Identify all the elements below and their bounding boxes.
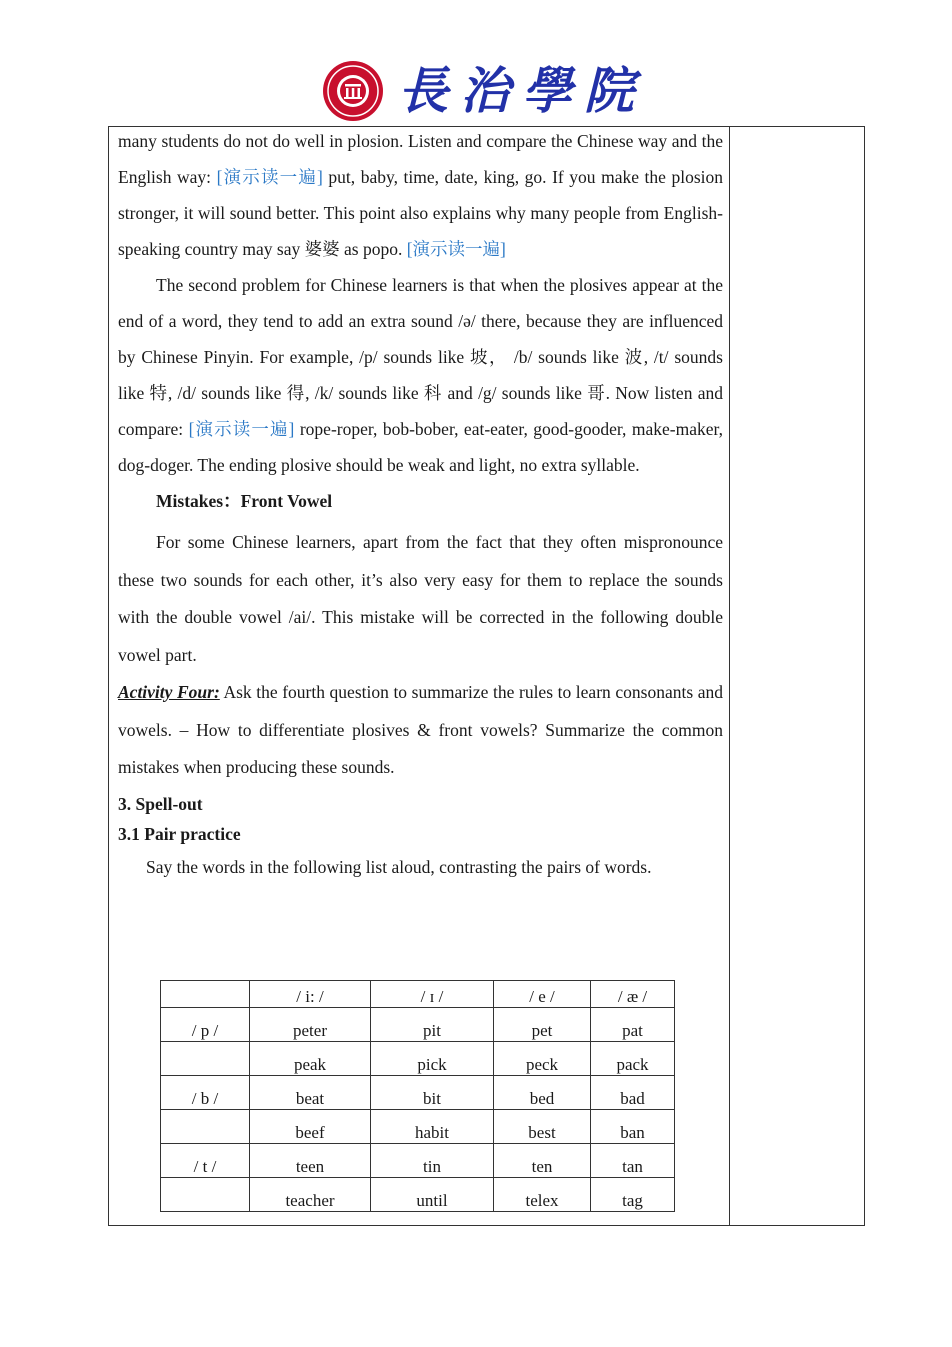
table-cell: / p / [161,1008,250,1042]
heading-pair-practice: 3.1 Pair practice [118,823,241,844]
demo-read-marker: [演示读一遍] [406,239,506,259]
table-row [161,1076,675,1110]
table-cell: ten [494,1144,591,1178]
page-header [0,52,952,126]
table-header-cell [161,981,250,1008]
university-seal-icon [322,60,384,122]
table-cell: habit [371,1110,494,1144]
table-cell: teacher [250,1178,371,1212]
table-cell [161,1042,250,1076]
pair-practice-instruction: Say the words in the following list aloud, contrasting the pairs of words. [146,856,652,877]
table-cell: beef [250,1110,371,1144]
table-cell: tag [591,1178,675,1212]
table-row [161,1042,675,1076]
lesson-content [118,127,723,885]
table-cell: teen [250,1144,371,1178]
table-header-cell: / æ / [591,981,675,1008]
table-cell: peck [494,1042,591,1076]
paragraph-plosion: many students do not do well in plosion. Listen and compare the Chinese way and the English way: [演示读一遍] put, baby, time, date, king, go. If you make the plosion stronger, it will sound better. This point also explains why many people from English-speaking country may say 婆婆 as popo. [演示读一遍] [118,131,724,259]
table-cell: ban [591,1110,675,1144]
pair-practice-table [160,980,675,1212]
table-cell: pick [371,1042,494,1076]
heading-spell-out: 3. Spell-out [118,793,203,814]
table-cell: best [494,1110,591,1144]
table-cell: peter [250,1008,371,1042]
table-cell: pack [591,1042,675,1076]
table-cell: bed [494,1076,591,1110]
demo-read-marker: [演示读一遍] [188,419,295,439]
table-cell: bad [591,1076,675,1110]
table-cell: peak [250,1042,371,1076]
table-row [161,1110,675,1144]
table-header-cell: / e / [494,981,591,1008]
university-name: 長治學院 [398,61,646,120]
table-header-cell: / i: / [250,981,371,1008]
table-cell: / b / [161,1076,250,1110]
paragraph-front-vowel: For some Chinese learners, apart from the fact that they often mispronounce these two sounds for each other, it’s also very easy for them to replace the sounds with the double vowel /ai/. This mistake will be corrected in the following double vowel part. [118,532,723,665]
table-cell: beat [250,1076,371,1110]
table-cell [161,1110,250,1144]
lesson-table-frame [108,126,865,1226]
table-row [161,1008,675,1042]
table-row [161,1178,675,1212]
table-cell: pat [591,1008,675,1042]
paragraph-ending-plosives: The second problem for Chinese learners is that when the plosives appear at the end of a word, they tend to add an extra sound /ə/ there, because they are influenced by Chinese Pinyin. For example, /p/ sounds like 坡， /b/ sounds like 波, /t/ sounds like 特, /d/ sounds like 得, /k/ sounds like 科 and /g/ sounds like 哥. Now listen and compare: [演示读一遍] rope-roper, bob-bober, eat-eater, good-gooder, make-maker, dog-doger. The ending plosive should be weak and light, no extra syllable. [118,275,723,475]
table-row [161,1144,675,1178]
table-cell: bit [371,1076,494,1110]
activity-label: Activity Four: [118,682,220,702]
table-cell: until [371,1178,494,1212]
table-cell: pet [494,1008,591,1042]
notes-column-divider [729,127,730,1225]
table-cell: telex [494,1178,591,1212]
table-cell: tin [371,1144,494,1178]
table-header-cell: / ɪ / [371,981,494,1008]
table-header-row [161,981,675,1008]
activity-four: Activity Four: Ask the fourth question to summarize the rules to learn consonants and vowels. – How to differentiate plosives & front vowels? Summarize the common mistakes when producing these sounds. [118,682,723,777]
demo-read-marker: [演示读一遍] [216,167,323,187]
table-cell [161,1178,250,1212]
table-cell: pit [371,1008,494,1042]
table-cell: tan [591,1144,675,1178]
mistakes-heading: Mistakes：Front Vowel [156,491,333,511]
table-cell: / t / [161,1144,250,1178]
